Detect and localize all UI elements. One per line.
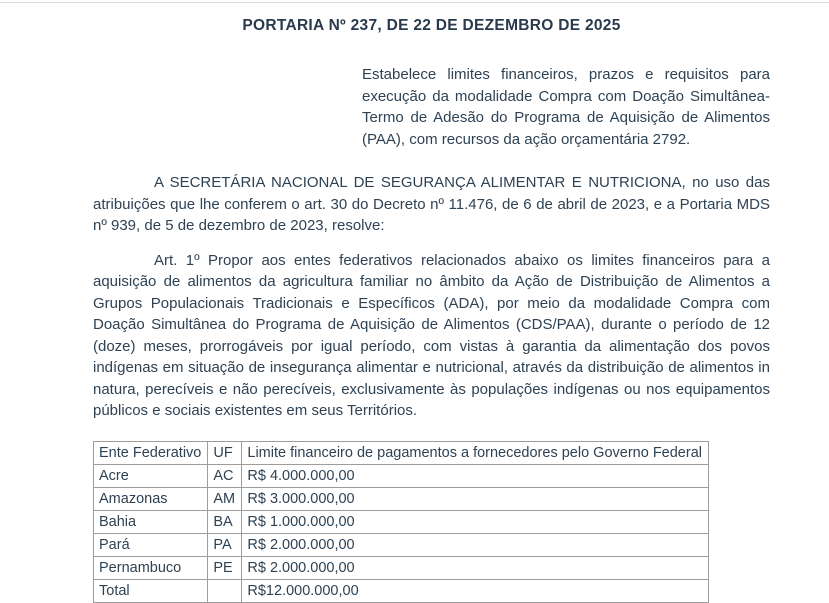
- table-cell: Pará: [94, 533, 208, 556]
- table-cell: PA: [208, 533, 242, 556]
- table-cell: [208, 579, 242, 602]
- table-cell: Bahia: [94, 510, 208, 533]
- table-row: [94, 556, 709, 579]
- table-cell: R$ 1.000.000,00: [242, 510, 709, 533]
- article-1-paragraph: Art. 1º Propor aos entes federativos relacionados abaixo os limites financeiros para a aquisição de alimentos da agricultura familiar no âmbito da Ação de Distribuição de Alimentos a Grupos Populacionais Tradicionais e Específicos (ADA), por meio da modalidade Compra com Doação Simultânea do Programa de Aquisição de Alimentos (CDS/PAA), durante o período de 12 (doze) meses, prorrogáveis por igual período, com vistas à garantia da alimentação dos povos indígenas em situação de insegurança alimentar e nutricional, através da distribuição de alimentos in natura, perecíveis e não perecíveis, exclusivamente às populações indígenas ou nos equipamentos públicos e sociais existentes em seus Territórios.: [93, 251, 770, 419]
- limits-table: [93, 441, 709, 603]
- table-cell: PE: [208, 556, 242, 579]
- table-cell: Total: [94, 579, 208, 602]
- table-cell: R$12.000.000,00: [242, 579, 709, 602]
- table-cell: Pernambuco: [94, 556, 208, 579]
- table-header-cell: Ente Federativo: [94, 441, 208, 464]
- table-cell: Amazonas: [94, 487, 208, 510]
- table-cell: R$ 4.000.000,00: [242, 464, 709, 487]
- table-row: [94, 579, 709, 602]
- table-row: [94, 464, 709, 487]
- table-header-cell: UF: [208, 441, 242, 464]
- page-title: PORTARIA Nº 237, DE 22 DE DEZEMBRO DE 2025: [242, 17, 621, 34]
- table-cell: R$ 2.000.000,00: [242, 533, 709, 556]
- table-cell: R$ 2.000.000,00: [242, 556, 709, 579]
- limits-table-body: [94, 464, 709, 602]
- table-cell: R$ 3.000.000,00: [242, 487, 709, 510]
- table-cell: BA: [208, 510, 242, 533]
- table-cell: AC: [208, 464, 242, 487]
- top-divider: [0, 2, 829, 3]
- table-cell: AM: [208, 487, 242, 510]
- table-cell: Acre: [94, 464, 208, 487]
- table-header-cell: Limite financeiro de pagamentos a fornecedores pelo Governo Federal: [242, 441, 709, 464]
- table-row: [94, 533, 709, 556]
- ementa-paragraph: Estabelece limites financeiros, prazos e requisitos para execução da modalidade Compra com Doação Simultânea-Termo de Adesão do Programa de Aquisição de Alimentos (PAA), com recursos da ação orçamentária 2792.: [362, 66, 770, 148]
- preamble-paragraph: A SECRETÁRIA NACIONAL DE SEGURANÇA ALIMENTAR E NUTRICIONA, no uso das atribuições que lhe conferem o art. 30 do Decreto nº 11.476, de 6 de abril de 2023, e a Portaria MDS nº 939, de 5 de dezembro de 2023, resolve:: [93, 174, 770, 234]
- table-row: [94, 510, 709, 533]
- table-row: [94, 487, 709, 510]
- table-header-row: [94, 441, 709, 464]
